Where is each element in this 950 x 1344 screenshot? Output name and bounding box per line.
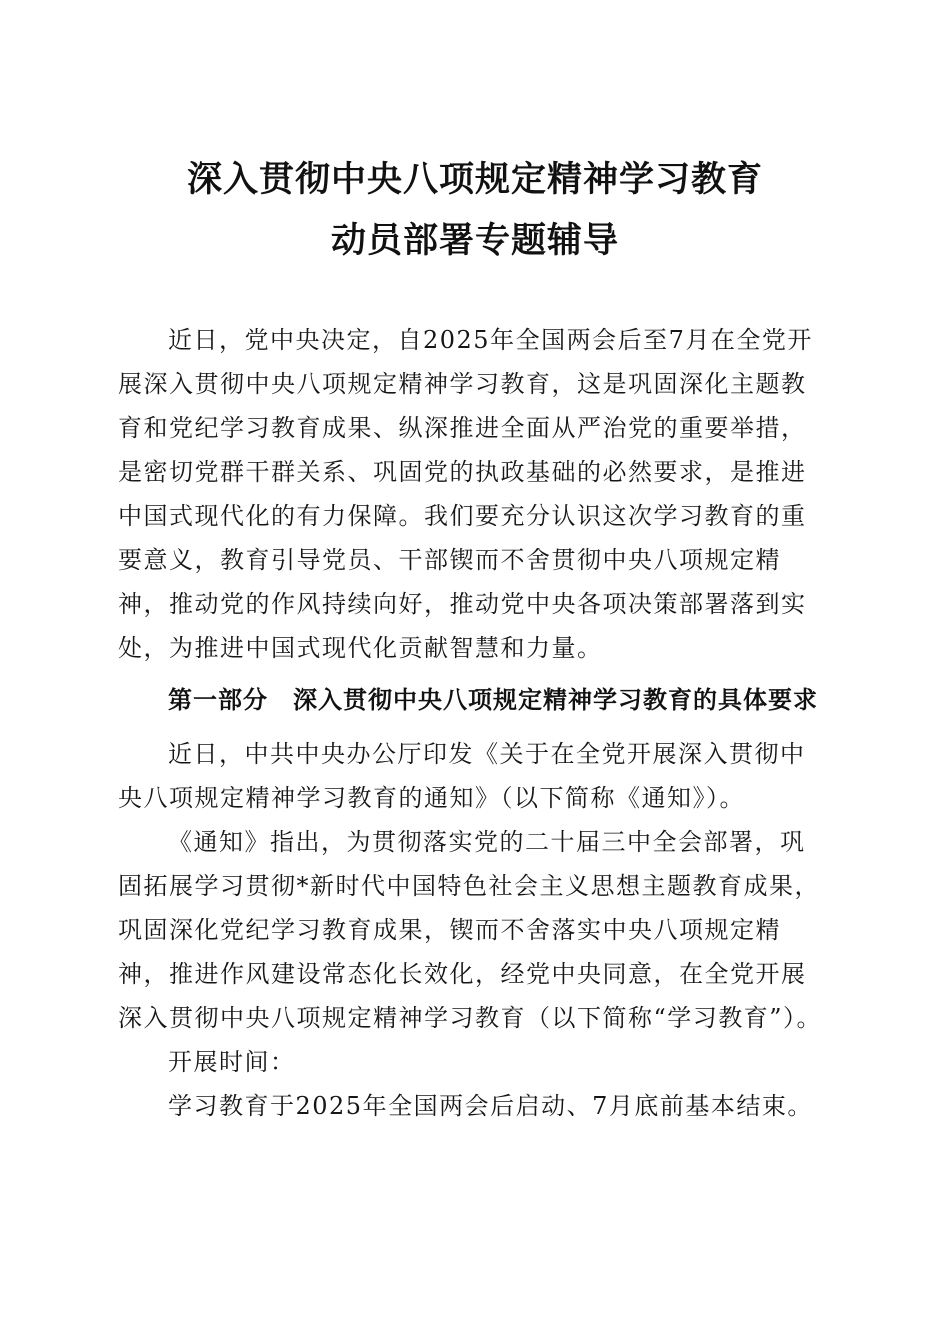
notice-points-paragraph: 《通知》指出，为贯彻落实党的二十届三中全会部署，巩固拓展学习贯彻*新时代中国特色社会主义思想主题教育成果，巩固深化党纪学习教育成果，锲而不舍落实中央八项规定精神，推进作风建设常态化长效化，经党中央同意，在全党开展深入贯彻中央八项规定精神学习教育（以下简称“学习教育”）。 [118,828,823,1032]
intro-paragraph: 近日，党中央决定，自2025年全国两会后至7月在全党开展深入贯彻中央八项规定精神学习教育，这是巩固深化主题教育和党纪学习教育成果、纵深推进全面从严治党的重要举措，是密切党群干群关系、巩固党的执政基础的必然要求，是推进中国式现代化的有力保障。我们要充分认识这次学习教育的重要意义，教育引导党员、干部锲而不舍贯彻中央八项规定精神，推动党的作风持续向好，推动党中央各项决策部署落到实处，为推进中国式现代化贡献智慧和力量。 [118,326,813,662]
schedule-label: 开展时间： [168,1048,296,1076]
schedule-paragraph: 学习教育于2025年全国两会后启动、7月底前基本结束。 [168,1092,813,1120]
title-line-1: 深入贯彻中央八项规定精神学习教育 [186,160,763,200]
notice-paragraph: 近日，中共中央办公厅印发《关于在全党开展深入贯彻中央八项规定精神学习教育的通知》（以下简称《通知》）。 [118,740,806,812]
title-line-2: 动员部署专题辅导 [330,221,619,261]
document-title [0,150,950,272]
document-body [118,318,830,1128]
section-heading: 第一部分 深入贯彻中央八项规定精神学习教育的具体要求 [168,686,818,714]
